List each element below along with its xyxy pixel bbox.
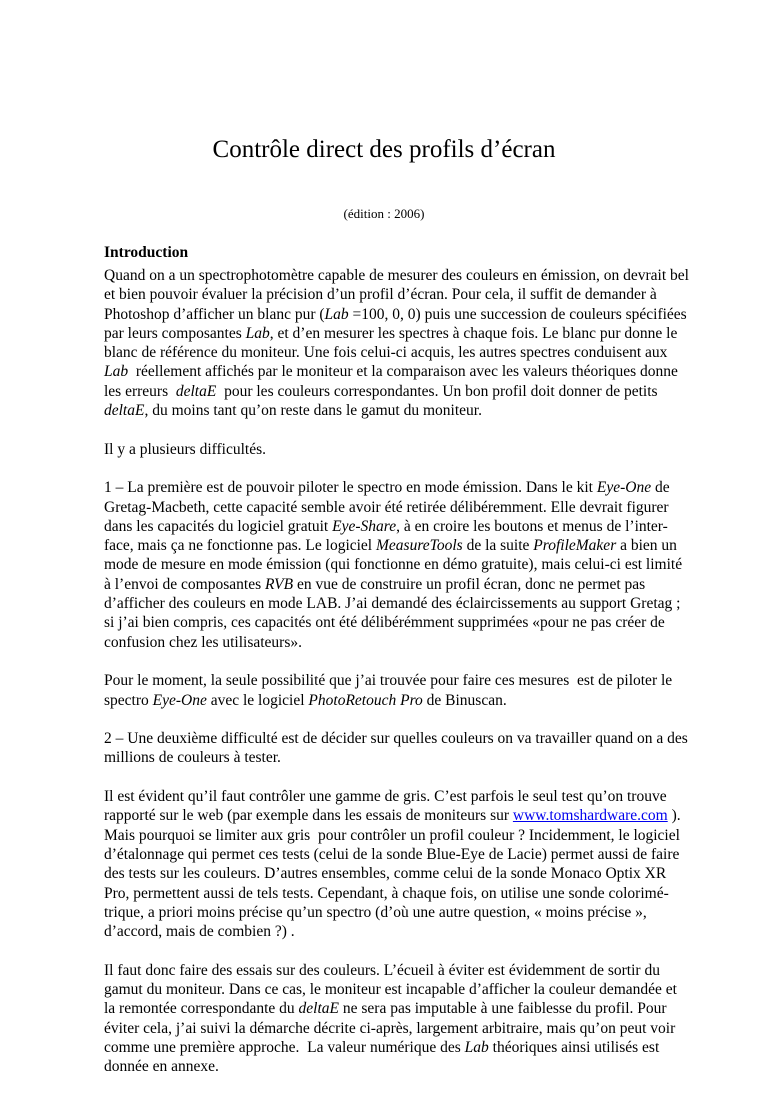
text-run: Il est évident qu’il faut contrôler une gamme de gris. C’est parfois le seul test qu’on trouve bbox=[104, 788, 667, 806]
italic-text: Lab bbox=[245, 324, 270, 342]
italic-text: PhotoRetouch Pro bbox=[308, 691, 423, 709]
text-line bbox=[104, 382, 704, 401]
section-heading: Introduction bbox=[104, 244, 189, 261]
text-run: a bien un bbox=[616, 537, 677, 555]
text-run: Il y a plusieurs difficultés. bbox=[104, 440, 267, 458]
text-run: spectro bbox=[104, 691, 153, 709]
text-run: avec le logiciel bbox=[206, 691, 309, 709]
text-run: éviter cela, j’ai suivi la démarche décrite ci-après, largement arbitraire, mais qu’on peut voir bbox=[104, 1019, 676, 1037]
text-line bbox=[104, 729, 704, 748]
italic-text: deltaE bbox=[175, 382, 217, 400]
text-run: de Binuscan. bbox=[422, 691, 507, 709]
text-run: , à en croire les boutons et menus de l’inter- bbox=[396, 517, 668, 535]
text-line bbox=[104, 980, 704, 999]
text-run: Pro, permettent aussi de tels tests. Cependant, à chaque fois, on utilise une sonde colorimé- bbox=[104, 884, 669, 902]
text-run: des tests sur les couleurs. D’autres ensembles, comme celui de la sonde Monaco Optix XR bbox=[104, 865, 667, 883]
text-run: comme une première approche. La valeur numérique des bbox=[104, 1038, 465, 1056]
text-line bbox=[104, 961, 704, 980]
italic-text: Lab bbox=[104, 363, 129, 381]
text-run: les erreurs bbox=[104, 382, 176, 400]
text-line bbox=[104, 613, 704, 632]
text-run: 2 – Une deuxième difficulté est de décider sur quelles couleurs on va travailler quand on a des bbox=[104, 730, 688, 748]
text-line bbox=[104, 362, 704, 381]
text-run: trique, a priori moins précise qu’un spectro (d’où une autre question, « moins précise », bbox=[104, 903, 647, 921]
text-run: d’afficher des couleurs en mode LAB. J’ai demandé des éclaircissements au support Gretag ; bbox=[104, 595, 681, 613]
text-run: de la suite bbox=[462, 537, 534, 555]
text-run: millions de couleurs à tester. bbox=[104, 749, 281, 767]
italic-text: deltaE bbox=[104, 402, 145, 420]
text-line bbox=[104, 305, 704, 324]
text-run: Gretag-Macbeth, cette capacité semble avoir été retirée délibéremment. Elle devrait figurer bbox=[104, 498, 669, 516]
text-run: réellement affichés par le moniteur et la comparaison avec les valeurs théoriques donne bbox=[128, 363, 678, 381]
text-run: d’étalonnage qui permet ces tests (celui de la sonde Blue-Eye de Lacie) permet aussi de faire bbox=[104, 845, 680, 863]
text-run: de bbox=[651, 479, 670, 497]
text-line bbox=[104, 536, 704, 555]
text-run: à l’envoi de composantes bbox=[104, 575, 265, 593]
text-line bbox=[104, 864, 704, 883]
text-line bbox=[104, 517, 704, 536]
text-run: d’accord, mais de combien ?) . bbox=[104, 923, 295, 941]
italic-text: RVB bbox=[264, 575, 294, 593]
text-run: en vue de construire un profil écran, donc ne permet pas bbox=[293, 575, 646, 593]
text-line bbox=[104, 555, 704, 574]
text-line bbox=[104, 806, 704, 825]
document-title: Contrôle direct des profils d’écran bbox=[212, 136, 556, 163]
text-run: Mais pourquoi se limiter aux gris pour contrôler un profil couleur ? Incidemment, le logiciel bbox=[104, 826, 680, 844]
text-line bbox=[104, 478, 704, 497]
text-run: ). bbox=[667, 807, 681, 825]
text-line bbox=[104, 826, 704, 845]
text-line bbox=[104, 575, 704, 594]
web-link[interactable]: www.tomshardware.com bbox=[512, 807, 668, 825]
text-run: Pour le moment, la seule possibilité que j’ai trouvée pour faire ces mesures est de piloter le bbox=[104, 672, 673, 690]
text-line bbox=[104, 884, 704, 903]
text-line bbox=[104, 343, 704, 362]
text-run: gamut du moniteur. Dans ce cas, le moniteur est incapable d’afficher la couleur demandée et bbox=[104, 980, 677, 998]
text-run: théoriques ainsi utilisés est bbox=[488, 1038, 660, 1056]
text-run: et bien pouvoir évaluer la précision d’un profil d’écran. Pour cela, il suffit de demander à bbox=[104, 286, 657, 304]
text-run: la remontée correspondante du bbox=[104, 1000, 299, 1018]
text-run: blanc de référence du moniteur. Une fois celui-ci acquis, les autres spectres conduisent aux bbox=[104, 344, 668, 362]
text-run: 1 – La première est de pouvoir piloter le spectro en mode émission. Dans le kit bbox=[104, 479, 597, 497]
text-run: dans les capacités du logiciel gratuit bbox=[104, 517, 333, 535]
text-line bbox=[104, 324, 704, 343]
text-line bbox=[104, 401, 704, 420]
italic-text: deltaE bbox=[298, 1000, 339, 1018]
text-run: rapporté sur le web (par exemple dans les essais de moniteurs sur bbox=[104, 807, 513, 825]
text-run: face, mais ça ne fonctionne pas. Le logiciel bbox=[104, 537, 376, 555]
italic-text: Eye-One bbox=[596, 479, 652, 497]
text-run: donnée en annexe. bbox=[104, 1058, 219, 1076]
text-run: Il faut donc faire des essais sur des couleurs. L’écueil à éviter est évidemment de sortir du bbox=[104, 961, 660, 979]
text-run: mode de mesure en mode émission (qui fonctionne en démo gratuite), mais celui-ci est limité bbox=[104, 556, 683, 574]
italic-text: Lab bbox=[464, 1038, 489, 1056]
paragraph bbox=[104, 729, 704, 768]
text-line bbox=[104, 1019, 704, 1038]
paragraph bbox=[104, 671, 704, 710]
italic-text: Eye-Share bbox=[332, 517, 397, 535]
text-run: , du moins tant qu’on reste dans le gamut du moniteur. bbox=[144, 402, 482, 420]
text-line bbox=[104, 285, 704, 304]
text-line bbox=[104, 903, 704, 922]
text-line bbox=[104, 440, 704, 459]
text-line bbox=[104, 633, 704, 652]
paragraph bbox=[104, 961, 704, 1077]
italic-text: Eye-One bbox=[152, 691, 207, 709]
text-run: , et d’en mesurer les spectres à chaque fois. Le blanc pur donne le bbox=[269, 324, 678, 342]
text-line bbox=[104, 999, 704, 1018]
text-line bbox=[104, 845, 704, 864]
text-line bbox=[104, 748, 704, 767]
text-run: par leurs composantes bbox=[104, 324, 246, 342]
paragraph bbox=[104, 478, 704, 652]
italic-text: ProfileMaker bbox=[533, 537, 617, 555]
italic-text: MeasureTools bbox=[376, 537, 463, 555]
document-body bbox=[104, 266, 704, 1096]
paragraph bbox=[104, 440, 704, 459]
text-line bbox=[104, 498, 704, 517]
paragraph bbox=[104, 787, 704, 941]
text-run: si j’ai bien compris, ces capacités ont été délibérémment supprimées «pour ne pas créer de bbox=[104, 614, 665, 632]
text-run: ne sera pas imputable à une faiblesse du profil. Pour bbox=[339, 1000, 667, 1018]
paragraph bbox=[104, 266, 704, 420]
text-run: pour les couleurs correspondantes. Un bon profil doit donner de petits bbox=[216, 382, 658, 400]
text-line bbox=[104, 266, 704, 285]
text-line bbox=[104, 922, 704, 941]
text-line bbox=[104, 691, 704, 710]
text-run: =100, 0, 0) puis une succession de couleurs spécifiées bbox=[348, 305, 687, 323]
text-line bbox=[104, 594, 704, 613]
edition-subtitle: (édition : 2006) bbox=[343, 206, 425, 221]
text-line bbox=[104, 1038, 704, 1057]
text-line bbox=[104, 671, 704, 690]
text-run: confusion chez les utilisateurs». bbox=[104, 633, 303, 651]
italic-text: Lab bbox=[324, 305, 349, 323]
text-run: Photoshop d’afficher un blanc pur ( bbox=[104, 305, 325, 323]
text-line bbox=[104, 787, 704, 806]
text-run: Quand on a un spectrophotomètre capable de mesurer des couleurs en émission, on devrait bel bbox=[104, 267, 689, 284]
text-line bbox=[104, 1057, 704, 1076]
